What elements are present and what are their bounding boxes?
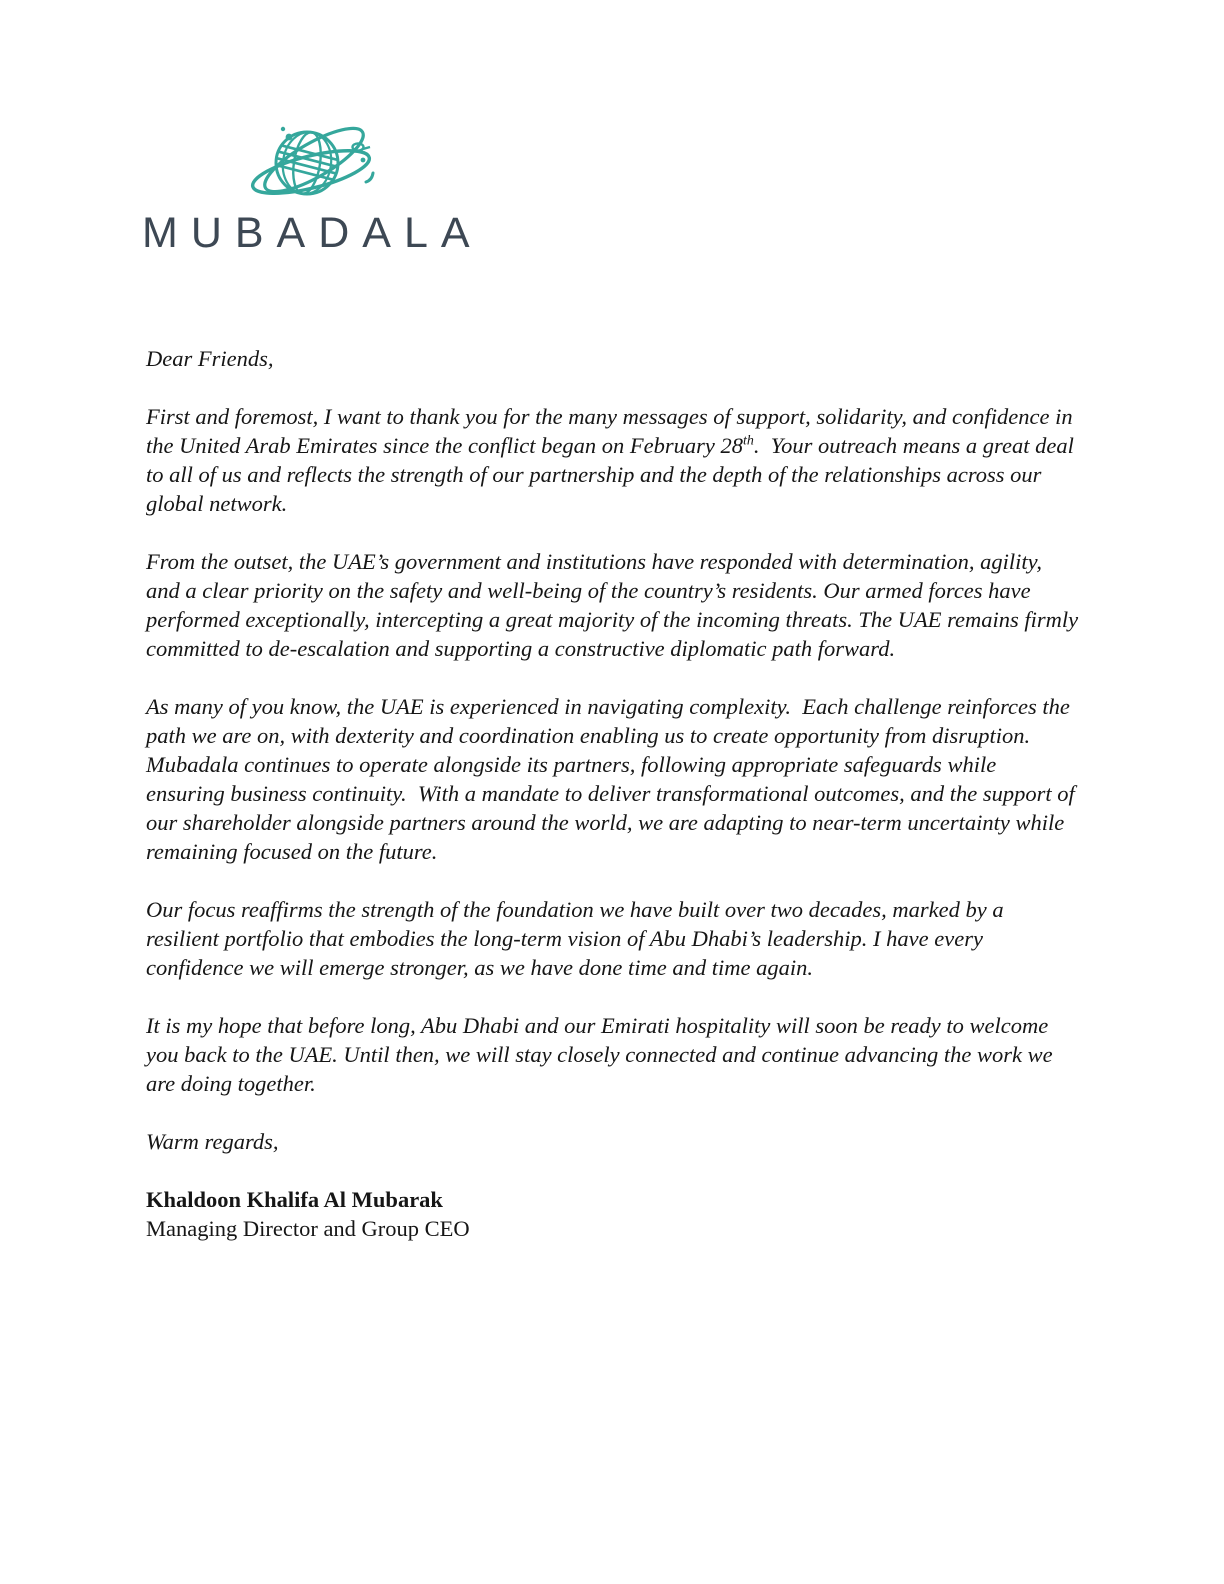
paragraph-5: It is my hope that before long, Abu Dhabi and our Emirati hospitality will soon be ready to welcome you back to the UAE. Until then, we will stay closely connected and continue advancing the work we are doing together.	[146, 1013, 1059, 1096]
brand-wordmark: MUBADALA	[142, 209, 483, 257]
signature-block	[146, 1185, 1080, 1243]
signature-title: Managing Director and Group CEO	[146, 1216, 470, 1241]
mubadala-logo	[142, 113, 487, 257]
globe-orbit-icon	[242, 116, 392, 212]
signature-name: Khaldoon Khalifa Al Mubarak	[146, 1187, 443, 1212]
paragraph-3: As many of you know, the UAE is experienced in navigating complexity. Each challenge reinforces the path we are on, with dexterity and coordination enabling us to create opportunity from disruption. Mubadala continues to operate alongside its partners, following appropriate safeguards while ensuring business continuity. With a mandate to deliver transformational outcomes, and the support of our shareholder alongside partners around the world, we are adapting to near-term uncertainty while remaining focused on the future.	[146, 694, 1081, 864]
ordinal-superscript: th	[742, 433, 754, 449]
paragraph-2: From the outset, the UAE’s government and institutions have responded with determination, agility, and a clear priority on the safety and well-being of the country’s residents. Our armed forces have performed exceptionally, intercepting a great majority of the incoming threats. The UAE remains firmly committed to de-escalation and supporting a constructive diplomatic path forward.	[146, 549, 1084, 661]
letter-body	[146, 344, 1084, 1243]
paragraph-4: Our focus reaffirms the strength of the foundation we have built over two decades, marked by a resilient portfolio that embodies the long-term vision of Abu Dhabi’s leadership. I have every confidence we will emerge stronger, as we have done time and time again.	[146, 897, 1010, 980]
paragraph-1-text-cont: . Your outreach means a great deal to all of us and reflects the strength of our partnership and the depth of the relationships across our global network.	[146, 433, 1080, 516]
paragraph-1	[146, 402, 1080, 518]
salutation: Dear Friends,	[146, 346, 274, 371]
paragraph-1-text: First and foremost, I want to thank you for the many messages of support, solidarity, and confidence in the United Arab Emirates since the conflict began on February 28	[146, 404, 1079, 458]
closing: Warm regards,	[146, 1129, 279, 1154]
